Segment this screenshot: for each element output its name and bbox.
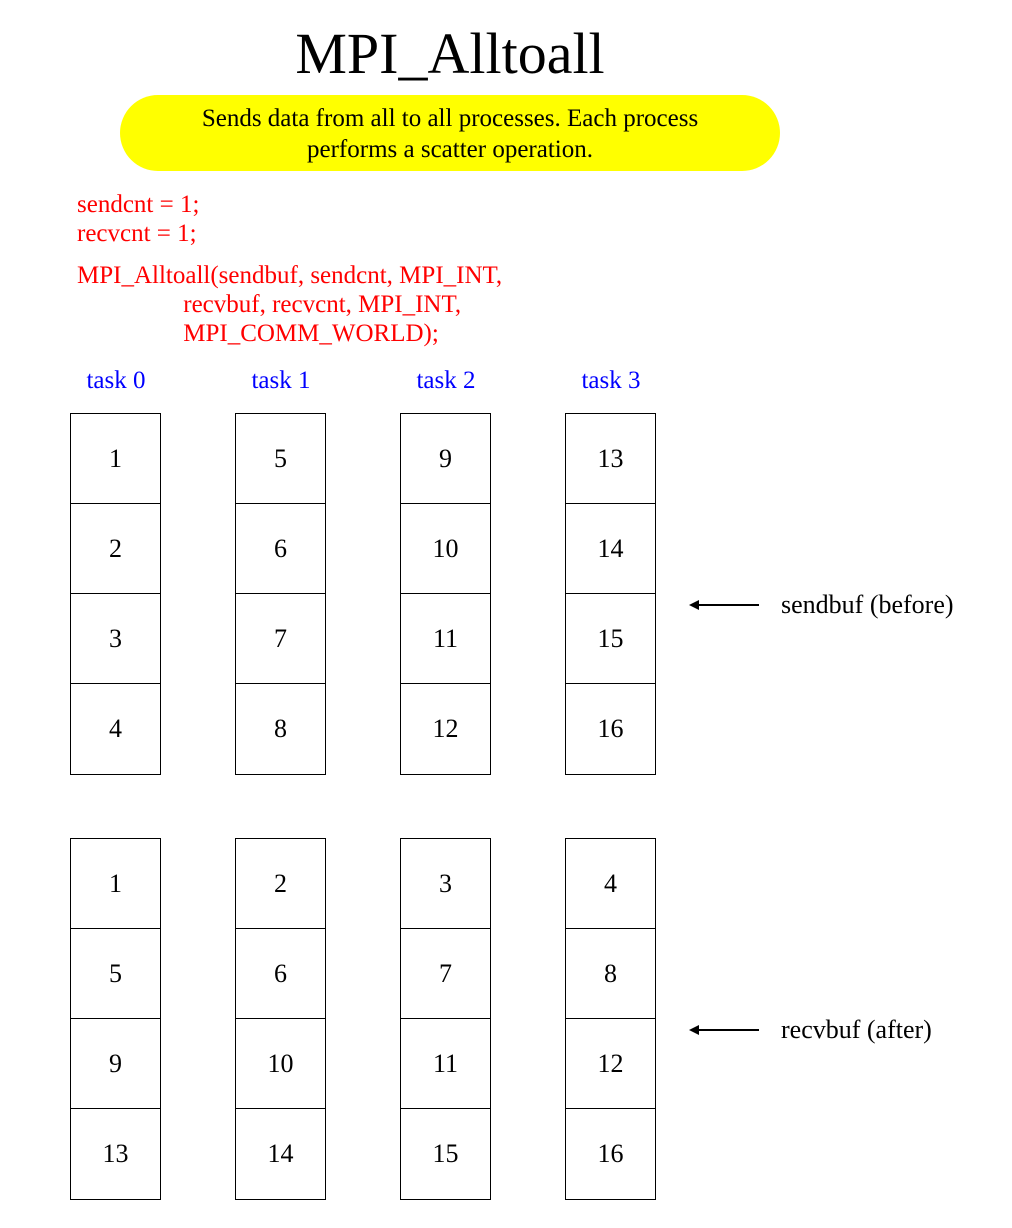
sendbuf-label: sendbuf (before) xyxy=(781,590,954,619)
sendbuf-cell: 3 xyxy=(71,594,160,684)
recvbuf-cell: 14 xyxy=(267,1139,294,1168)
recvbuf-cell: 11 xyxy=(401,1019,490,1109)
recvbuf-cell: 6 xyxy=(236,929,325,1019)
recvbuf-cell: 8 xyxy=(566,929,655,1019)
description-callout xyxy=(120,95,780,171)
code-call-line-3: MPI_COMM_WORLD); xyxy=(77,320,439,347)
sendbuf-task-1 xyxy=(235,413,326,775)
sendbuf-cell: 14 xyxy=(566,504,655,594)
recvbuf-cell: 15 xyxy=(432,1139,459,1168)
recvbuf-cell: 16 xyxy=(597,1139,624,1168)
code-call-line-1: MPI_Alltoall(sendbuf, sendcnt, MPI_INT, xyxy=(77,262,503,289)
recvbuf-cell: 7 xyxy=(401,929,490,1019)
recvbuf-cell: 2 xyxy=(236,839,325,929)
recvbuf-task-0 xyxy=(70,838,161,1200)
recvbuf-task-3 xyxy=(565,838,656,1200)
sendbuf-cell: 2 xyxy=(71,504,160,594)
task-1-label: task 1 xyxy=(251,367,311,394)
sendbuf-task-0 xyxy=(70,413,161,775)
recvbuf-cell: 3 xyxy=(401,839,490,929)
recvbuf-cell: 13 xyxy=(102,1139,129,1168)
recvbuf-task-2 xyxy=(400,838,491,1200)
callout-line-2: performs a scatter operation. xyxy=(307,136,593,163)
task-3-label: task 3 xyxy=(581,367,641,394)
recvbuf-cell: 12 xyxy=(566,1019,655,1109)
recvbuf-cell: 5 xyxy=(71,929,160,1019)
recvbuf-cell: 9 xyxy=(71,1019,160,1109)
sendbuf-cell: 10 xyxy=(401,504,490,594)
sendbuf-cell: 16 xyxy=(597,714,624,743)
task-2-label: task 2 xyxy=(416,367,476,394)
sendbuf-task-2 xyxy=(400,413,491,775)
sendbuf-cell: 6 xyxy=(236,504,325,594)
code-call-line-2: recvbuf, recvcnt, MPI_INT, xyxy=(77,291,462,318)
recvbuf-label: recvbuf (after) xyxy=(781,1015,932,1044)
sendbuf-cell: 11 xyxy=(401,594,490,684)
diagram-title: MPI_Alltoall xyxy=(295,21,605,86)
recvbuf-cell: 1 xyxy=(71,839,160,929)
sendbuf-cell: 9 xyxy=(401,414,490,504)
sendbuf-cell: 13 xyxy=(566,414,655,504)
sendbuf-cell: 15 xyxy=(566,594,655,684)
sendbuf-cell: 12 xyxy=(432,714,459,743)
sendbuf-cell: 5 xyxy=(236,414,325,504)
task-0-label: task 0 xyxy=(86,367,146,394)
code-sendcnt: sendcnt = 1; xyxy=(77,191,200,218)
sendbuf-task-3 xyxy=(565,413,656,775)
sendbuf-cell: 8 xyxy=(274,714,287,743)
code-recvcnt: recvcnt = 1; xyxy=(77,220,197,247)
sendbuf-cell: 4 xyxy=(109,714,122,743)
callout-line-1: Sends data from all to all processes. Each process xyxy=(201,105,699,132)
recvbuf-cell: 4 xyxy=(566,839,655,929)
sendbuf-cell: 1 xyxy=(71,414,160,504)
recvbuf-task-1 xyxy=(235,838,326,1200)
sendbuf-cell: 7 xyxy=(236,594,325,684)
recvbuf-cell: 10 xyxy=(236,1019,325,1109)
